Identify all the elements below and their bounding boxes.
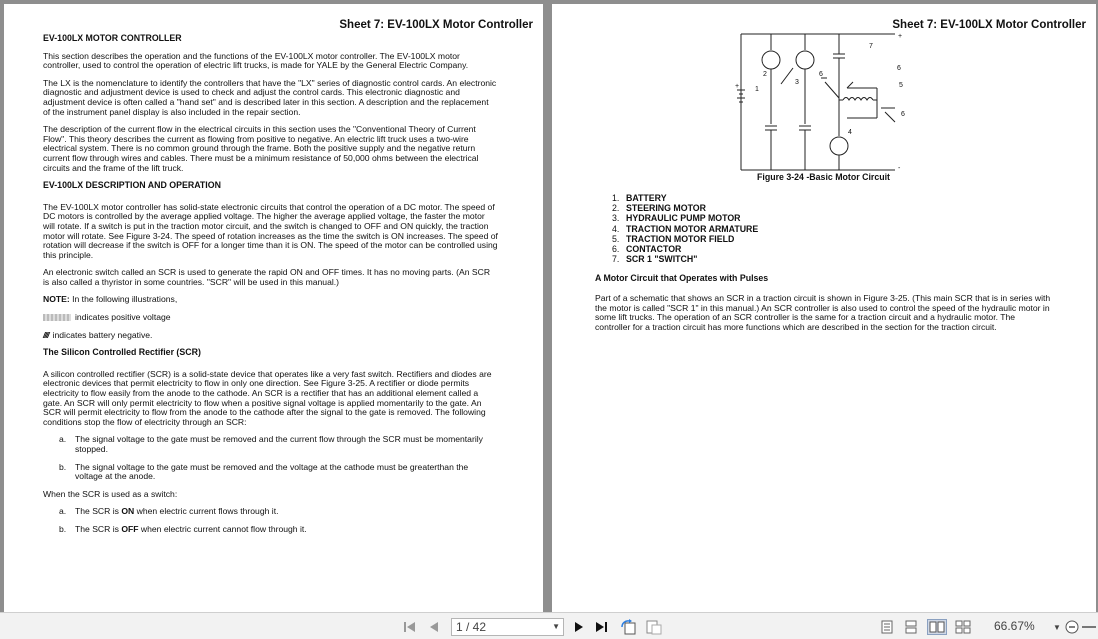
rotate-icon[interactable] — [620, 619, 638, 635]
legend-item: 7. SCR 1 "SWITCH" — [612, 254, 698, 265]
two-page-continuous-icon[interactable] — [955, 619, 971, 635]
section-heading: EV-100LX MOTOR CONTROLLER — [43, 33, 182, 43]
label-minus: - — [898, 165, 901, 172]
label-5: 5 — [899, 82, 903, 89]
chevron-down-icon[interactable]: ▼ — [552, 622, 560, 631]
next-page-icon[interactable] — [572, 619, 586, 635]
sheet-title: Sheet 7: EV-100LX Motor Controller — [339, 19, 533, 31]
page-number-input[interactable] — [451, 618, 564, 636]
paragraph-1: This section describes the operation and the functions of the EV-100LX motor controller. The EV-100LX motor controller, used to control the operation of electric lift trucks, is made for YALE by the General Electric Company. — [43, 50, 469, 71]
note-label: NOTE: — [43, 294, 70, 305]
paragraph-5: An electronic switch called an SCR is used to generate the rapid ON and OFF times. It has no moving parts. (An SCR is also called a thyristor in some countries. "SCR" will be used in this manual.) — [43, 267, 491, 287]
negative-symbol: //// — [43, 329, 49, 340]
zoom-slider-track[interactable] — [1082, 626, 1096, 628]
zoom-level[interactable]: 66.67% — [994, 619, 1035, 633]
negative-legend — [43, 331, 498, 341]
switch-intro: When the SCR is used as a switch: — [43, 488, 178, 499]
positive-legend-text: indicates positive voltage — [75, 312, 171, 323]
page-number-value: 1 / 42 — [456, 620, 487, 634]
pulse-circuit-paragraph: Part of a schematic that shows an SCR in a traction circuit is shown in Figure 3-25. (This main SCR that is in series with the motor is called "SCR 1" in this manual.) An SCR controller is also used to control the speed of the hydraulic motor in some lift trucks. The operation of an SCR controller is the same for a traction circuit and a hydraulic motor. The controller for a traction circuit has more functions which are described in the section for the traction circuit. — [595, 293, 1051, 332]
continuous-icon[interactable] — [904, 619, 918, 635]
label-plus-battery: + — [735, 83, 740, 90]
section-heading-2: EV-100LX DESCRIPTION AND OPERATION — [43, 180, 221, 191]
single-page-icon[interactable] — [880, 619, 894, 635]
first-page-icon[interactable] — [402, 619, 418, 635]
zoom-menu-chevron-icon[interactable]: ▼ — [1053, 622, 1061, 632]
left-content — [43, 30, 498, 535]
positive-voltage-swatch — [43, 314, 71, 321]
section-heading-3: The Silicon Controlled Rectifier (SCR) — [43, 347, 201, 358]
label-4: 4 — [848, 129, 852, 136]
basic-motor-circuit-diagram — [735, 28, 913, 180]
condition-b: b. The signal voltage to the gate must be removed and the voltage at the cathode must be greaterthan the voltage at the anode. — [59, 461, 469, 482]
figure-caption: Figure 3-24 -Basic Motor Circuit — [757, 172, 890, 182]
switch-b: b. The SCR is OFF when electric current cannot flow through it. — [59, 523, 307, 534]
zoom-out-icon[interactable] — [1064, 619, 1080, 635]
legend-item: 2. STEERING MOTOR — [612, 203, 706, 214]
condition-a: a. The signal voltage to the gate must be removed and the current flow through the SCR must be momentarily stopped. — [59, 434, 483, 454]
label-6a: 6 — [819, 71, 823, 78]
legend-item: 1. BATTERY — [612, 193, 667, 203]
legend-item: 3. HYDRAULIC PUMP MOTOR — [612, 213, 741, 224]
legend-item: 6. CONTACTOR — [612, 244, 682, 255]
pulse-circuit-heading: A Motor Circuit that Operates with Pulses — [595, 273, 769, 283]
label-6c: 6 — [901, 111, 905, 118]
legend-item: 5. TRACTION MOTOR FIELD — [612, 233, 735, 244]
label-7: 7 — [869, 43, 873, 50]
legend-item: 4. TRACTION MOTOR ARMATURE — [612, 223, 759, 234]
paragraph-2: The LX is the nomenclature to identify the controllers that have the "LX" series of diagnostic control cards. An electronic diagnostic and adjustment device is used to check and adjust the control cards. This electronic diagnostic and adjustment device is often called a "hand set" and is described later in this section. A description and the replacement of the instrument panel display is also included in the repair section. — [43, 77, 497, 117]
label-2: 2 — [763, 71, 767, 78]
paragraph-6: A silicon controlled rectifier (SCR) is a solid-state device that operates like a very fast switch. Rectifiers and diodes are electronic devices that permit electricity to flow in only one direction. See Figure 3-25. A rectifier or diode permits electricity to flow easily from the anode to the cathode. An SCR is a rectifier that has an additional element called a gate. An SCR will only permit electricity to flow when a positive signal voltage is applied momentarily to the gate. An SCR will permit electricity to flow from the anode to the cathode after the signal to the gate is removed. The following conditions stop the flow of electricity through an SCR: — [43, 368, 492, 427]
two-page-icon[interactable] — [927, 619, 947, 635]
label-plus: + — [898, 33, 903, 40]
label-1: 1 — [755, 86, 759, 93]
page-left — [4, 4, 543, 612]
label-3: 3 — [795, 79, 799, 86]
negative-legend-text: indicates battery negative. — [52, 329, 153, 340]
label-6b: 6 — [897, 65, 901, 72]
paragraph-3: The description of the current flow in the electrical circuits in this section uses the "Conventional Theory of Current Flow". This theory describes the current as flowing from positive to negative. An electric lift truck uses a two-wire electrical system. There is no common ground through the frame. Both the positive supply and the negative return current flow through wires and cables. There must be a minimum resistance of 50,000 ohms between the electrical circuits and the frame of the lift truck. — [43, 124, 479, 173]
figure-legend — [612, 193, 758, 264]
fit-page-icon[interactable] — [645, 619, 663, 635]
switch-a: a. The SCR is ON when electric current flows through it. — [59, 506, 279, 517]
positive-legend — [43, 313, 498, 323]
last-page-icon[interactable] — [594, 619, 610, 635]
paragraph-4: The EV-100LX motor controller has solid-state electronic circuits that control the operation of a DC motor. The speed of DC motors is controlled by the average applied voltage. The higher the average applied voltage, the faster the motor will rotate. If a switch is put in the traction motor circuit, and the switch is changed to OFF and ON quickly, the traction motor will rotate. See Figure 3-24. The speed of rotation increases as the time the switch is ON increases. The speed of rotation will decrease if the switch is OFF for a longer time than it is ON. The speed of the motor can be controlled using this principle. — [43, 201, 498, 260]
viewer-toolbar — [0, 612, 1098, 639]
note — [43, 295, 498, 305]
prev-page-icon[interactable] — [427, 619, 441, 635]
note-text: In the following illustrations, — [69, 294, 178, 305]
sheet-title-right: Sheet 7: EV-100LX Motor Controller — [892, 19, 1086, 31]
page-right — [552, 4, 1096, 612]
